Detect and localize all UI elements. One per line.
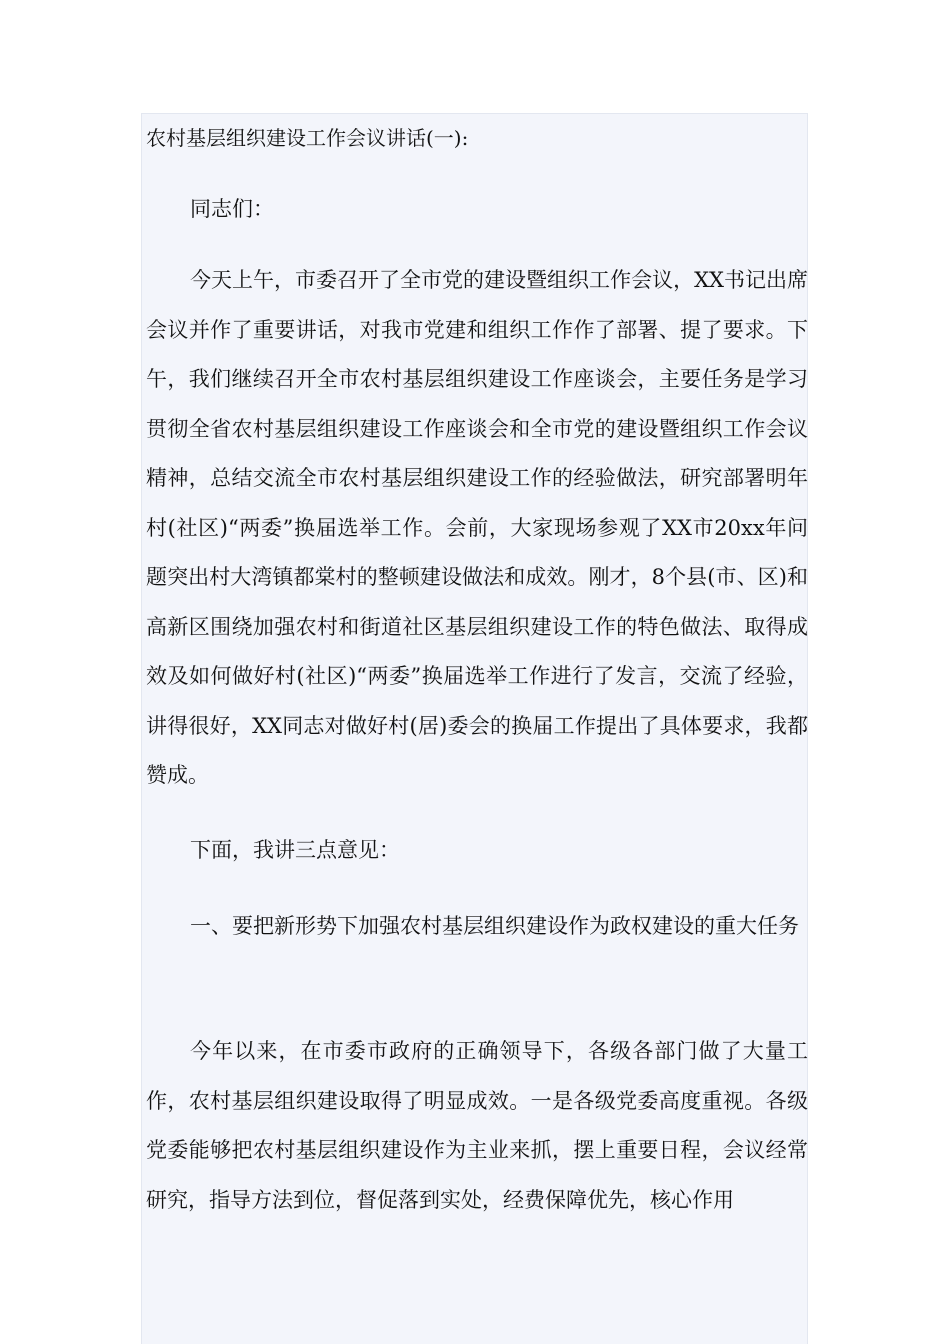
transition-paragraph: 下面，我讲三点意见： (190, 838, 400, 862)
document-title: 农村基层组织建设工作会议讲话(一): (146, 126, 469, 150)
section-heading-1: 一、要把新形势下加强农村基层组织建设作为政权建设的重大任务 (190, 914, 799, 938)
greeting-paragraph: 同志们： (190, 197, 274, 221)
body-paragraph-2: 今年以来，在市委市政府的正确领导下，各级各部门做了大量工作，农村基层组织建设取得了明显成效。一是各级党委高度重视。各级党委能够把农村基层组织建设作为主业来抓，摆上重要日程，会议经常研究，指导方法到位，督促落到实处，经费保障优先，核心作用 (146, 1039, 808, 1212)
body-paragraph-1: 今天上午，市委召开了全市党的建设暨组织工作会议，XX书记出席会议并作了重要讲话，对我市党建和组织工作作了部署、提了要求。下午，我们继续召开全市农村基层组织建设工作座谈会，主要任务是学习贯彻全省农村基层组织建设工作座谈会和全市党的建设暨组织工作会议精神，总结交流全市农村基层组织建设工作的经验做法，研究部署明年村(社区)“两委”换届选举工作。会前，大家现场参观了XX市20xx年问题突出村大湾镇都棠村的整顿建设做法和成效。刚才，8个县(市、区)和高新区围绕加强农村和街道社区基层组织建设工作的特色做法、取得成效及如何做好村(社区)“两委”换届选举工作进行了发言，交流了经验，讲得很好，XX同志对做好村(居)委会的换届工作提出了具体要求，我都赞成。 (146, 268, 808, 787)
